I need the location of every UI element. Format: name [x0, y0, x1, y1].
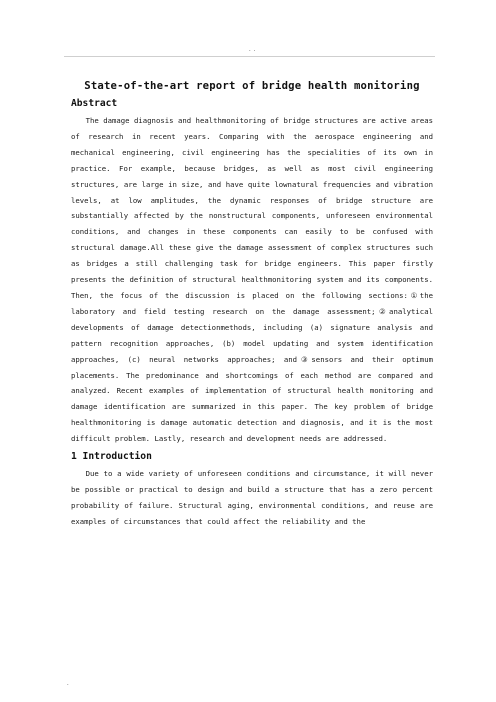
header-rule — [64, 56, 435, 57]
document-body — [71, 80, 433, 530]
introduction-heading: 1 Introduction — [71, 451, 152, 463]
abstract-paragraph: The damage diagnosis and healthmonitoring of bridge structures are active areas of research in recent years. Comparing with the aerospace engineering and mechanical engineering, civil engineering has the specialities of its own in practice. For example, because bridges, as well as most civil engineering structures, are large in size, and have quite lownatural frequencies and vibration levels, at low amplitudes, the dynamic responses of bridge structure are substantially affected by the nonstructural components, unforeseen environmental conditions, and changes in these components can easily to be confused with structural damage.All these give the damage assessment of complex structures such as bridges a still challenging task for bridge engineers. This paper firstly presents the definition of structural healthmonitoring system and its components. Then, the focus of the discussion is placed on the following sections:①the laboratory and field testing research on the damage assessment;②analytical developments of damage detectionmethods, including (a) signature analysis and pattern recognition approaches, (b) model updating and system identification approaches, (c) neural networks approaches; and③sensors and their optimum placements. The predominance and shortcomings of each method are compared and analyzed. Recent examples of implementation of structural health monitoring and damage identification are summarized in this paper. The key problem of bridge healthmonitoring is damage automatic detection and diagnosis, and it is the most difficult problem. Lastly, research and development needs are addressed. — [71, 116, 433, 444]
document-title: State-of-the-art report of bridge health monitoring — [84, 80, 420, 92]
footer-mark: . — [66, 680, 70, 687]
abstract-heading: Abstract — [71, 98, 118, 109]
introduction-paragraph: Due to a wide variety of unforeseen conditions and circumstance, it will never be possible or practical to design and build a structure that has a zero percent probability of failure. Structural aging, environmental conditions, and reuse are examples of circumstances that could affect the reliability and the — [71, 469, 433, 526]
header-mark: .. — [248, 46, 258, 53]
